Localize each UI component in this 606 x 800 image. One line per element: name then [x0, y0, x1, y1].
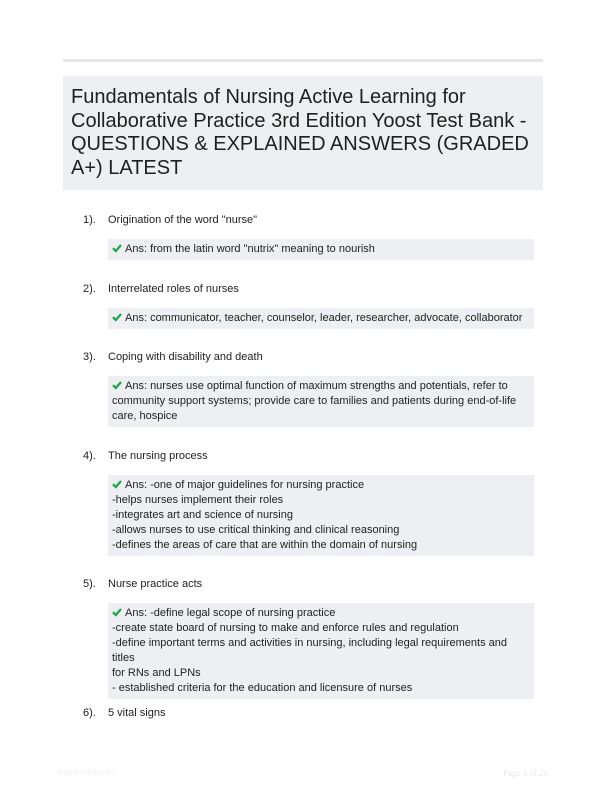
checkmark-icon — [112, 243, 122, 253]
checkmark-icon — [112, 380, 122, 390]
answer-box — [108, 603, 534, 699]
answer-text: Ans: -one of major guidelines for nursing practice — [125, 479, 365, 491]
answer-line: community support systems; provide care to families and patients during end-of-life — [112, 395, 517, 407]
answer-line: -define important terms and activities in nursing, including legal requirements and titles — [112, 637, 511, 664]
checkmark-icon — [112, 312, 122, 322]
document-title: Fundamentals of Nursing Active Learning for Collaborative Practice 3rd Edition Yoost Test Bank - QUESTIONS & EXPLAINED ANSWERS (GRADED A+) LATEST — [71, 86, 529, 179]
question-text: Nurse practice acts — [108, 578, 203, 590]
question-text: The nursing process — [108, 450, 208, 462]
question-text: Origination of the word "nurse" — [108, 214, 258, 226]
answer-box — [108, 475, 534, 556]
answer-line — [112, 311, 528, 326]
question-number: 2). — [83, 283, 96, 295]
question-text: Interrelated roles of nurses — [108, 283, 239, 295]
answer-text: Ans: nurses use optimal function of maximum strengths and potentials, refer to — [125, 380, 508, 392]
footer-watermark: PaperNerd.com — [58, 768, 115, 777]
answer-line — [112, 478, 528, 493]
answer-line: care, hospice — [112, 410, 178, 422]
question-number: 3). — [83, 351, 96, 363]
answer-text: Ans: -define legal scope of nursing practice — [125, 607, 336, 619]
checkmark-icon — [112, 479, 122, 489]
question-text: 5 vital signs — [108, 707, 166, 719]
answer-line: -helps nurses implement their roles — [112, 494, 284, 506]
question-text: Coping with disability and death — [108, 351, 263, 363]
question-number: 5). — [83, 578, 96, 590]
question-number: 1). — [83, 214, 96, 226]
answer-line: -allows nurses to use critical thinking and clinical reasoning — [112, 524, 400, 536]
answer-line: -create state board of nursing to make and enforce rules and regulation — [112, 622, 459, 634]
page-number: Page 1 of 26 — [503, 768, 549, 778]
answer-line: - established criteria for the education and licensure of nurses — [112, 682, 413, 694]
question-number: 6). — [83, 707, 96, 719]
answer-line — [112, 606, 528, 621]
answer-box — [108, 308, 534, 329]
answer-text: Ans: from the latin word "nutrix" meaning to nourish — [125, 243, 375, 255]
question-number: 4). — [83, 450, 96, 462]
answer-line — [112, 242, 528, 257]
answer-line: -integrates art and science of nursing — [112, 509, 293, 521]
answer-text: Ans: communicator, teacher, counselor, leader, researcher, advocate, collaborator — [125, 312, 523, 324]
checkmark-icon — [112, 607, 122, 617]
top-divider — [63, 59, 543, 62]
answer-box — [108, 376, 534, 427]
answer-line — [112, 379, 528, 394]
title-banner — [63, 76, 543, 190]
answer-line: -defines the areas of care that are within the domain of nursing — [112, 539, 418, 551]
answer-box — [108, 239, 534, 260]
answer-line: for RNs and LPNs — [112, 667, 201, 679]
